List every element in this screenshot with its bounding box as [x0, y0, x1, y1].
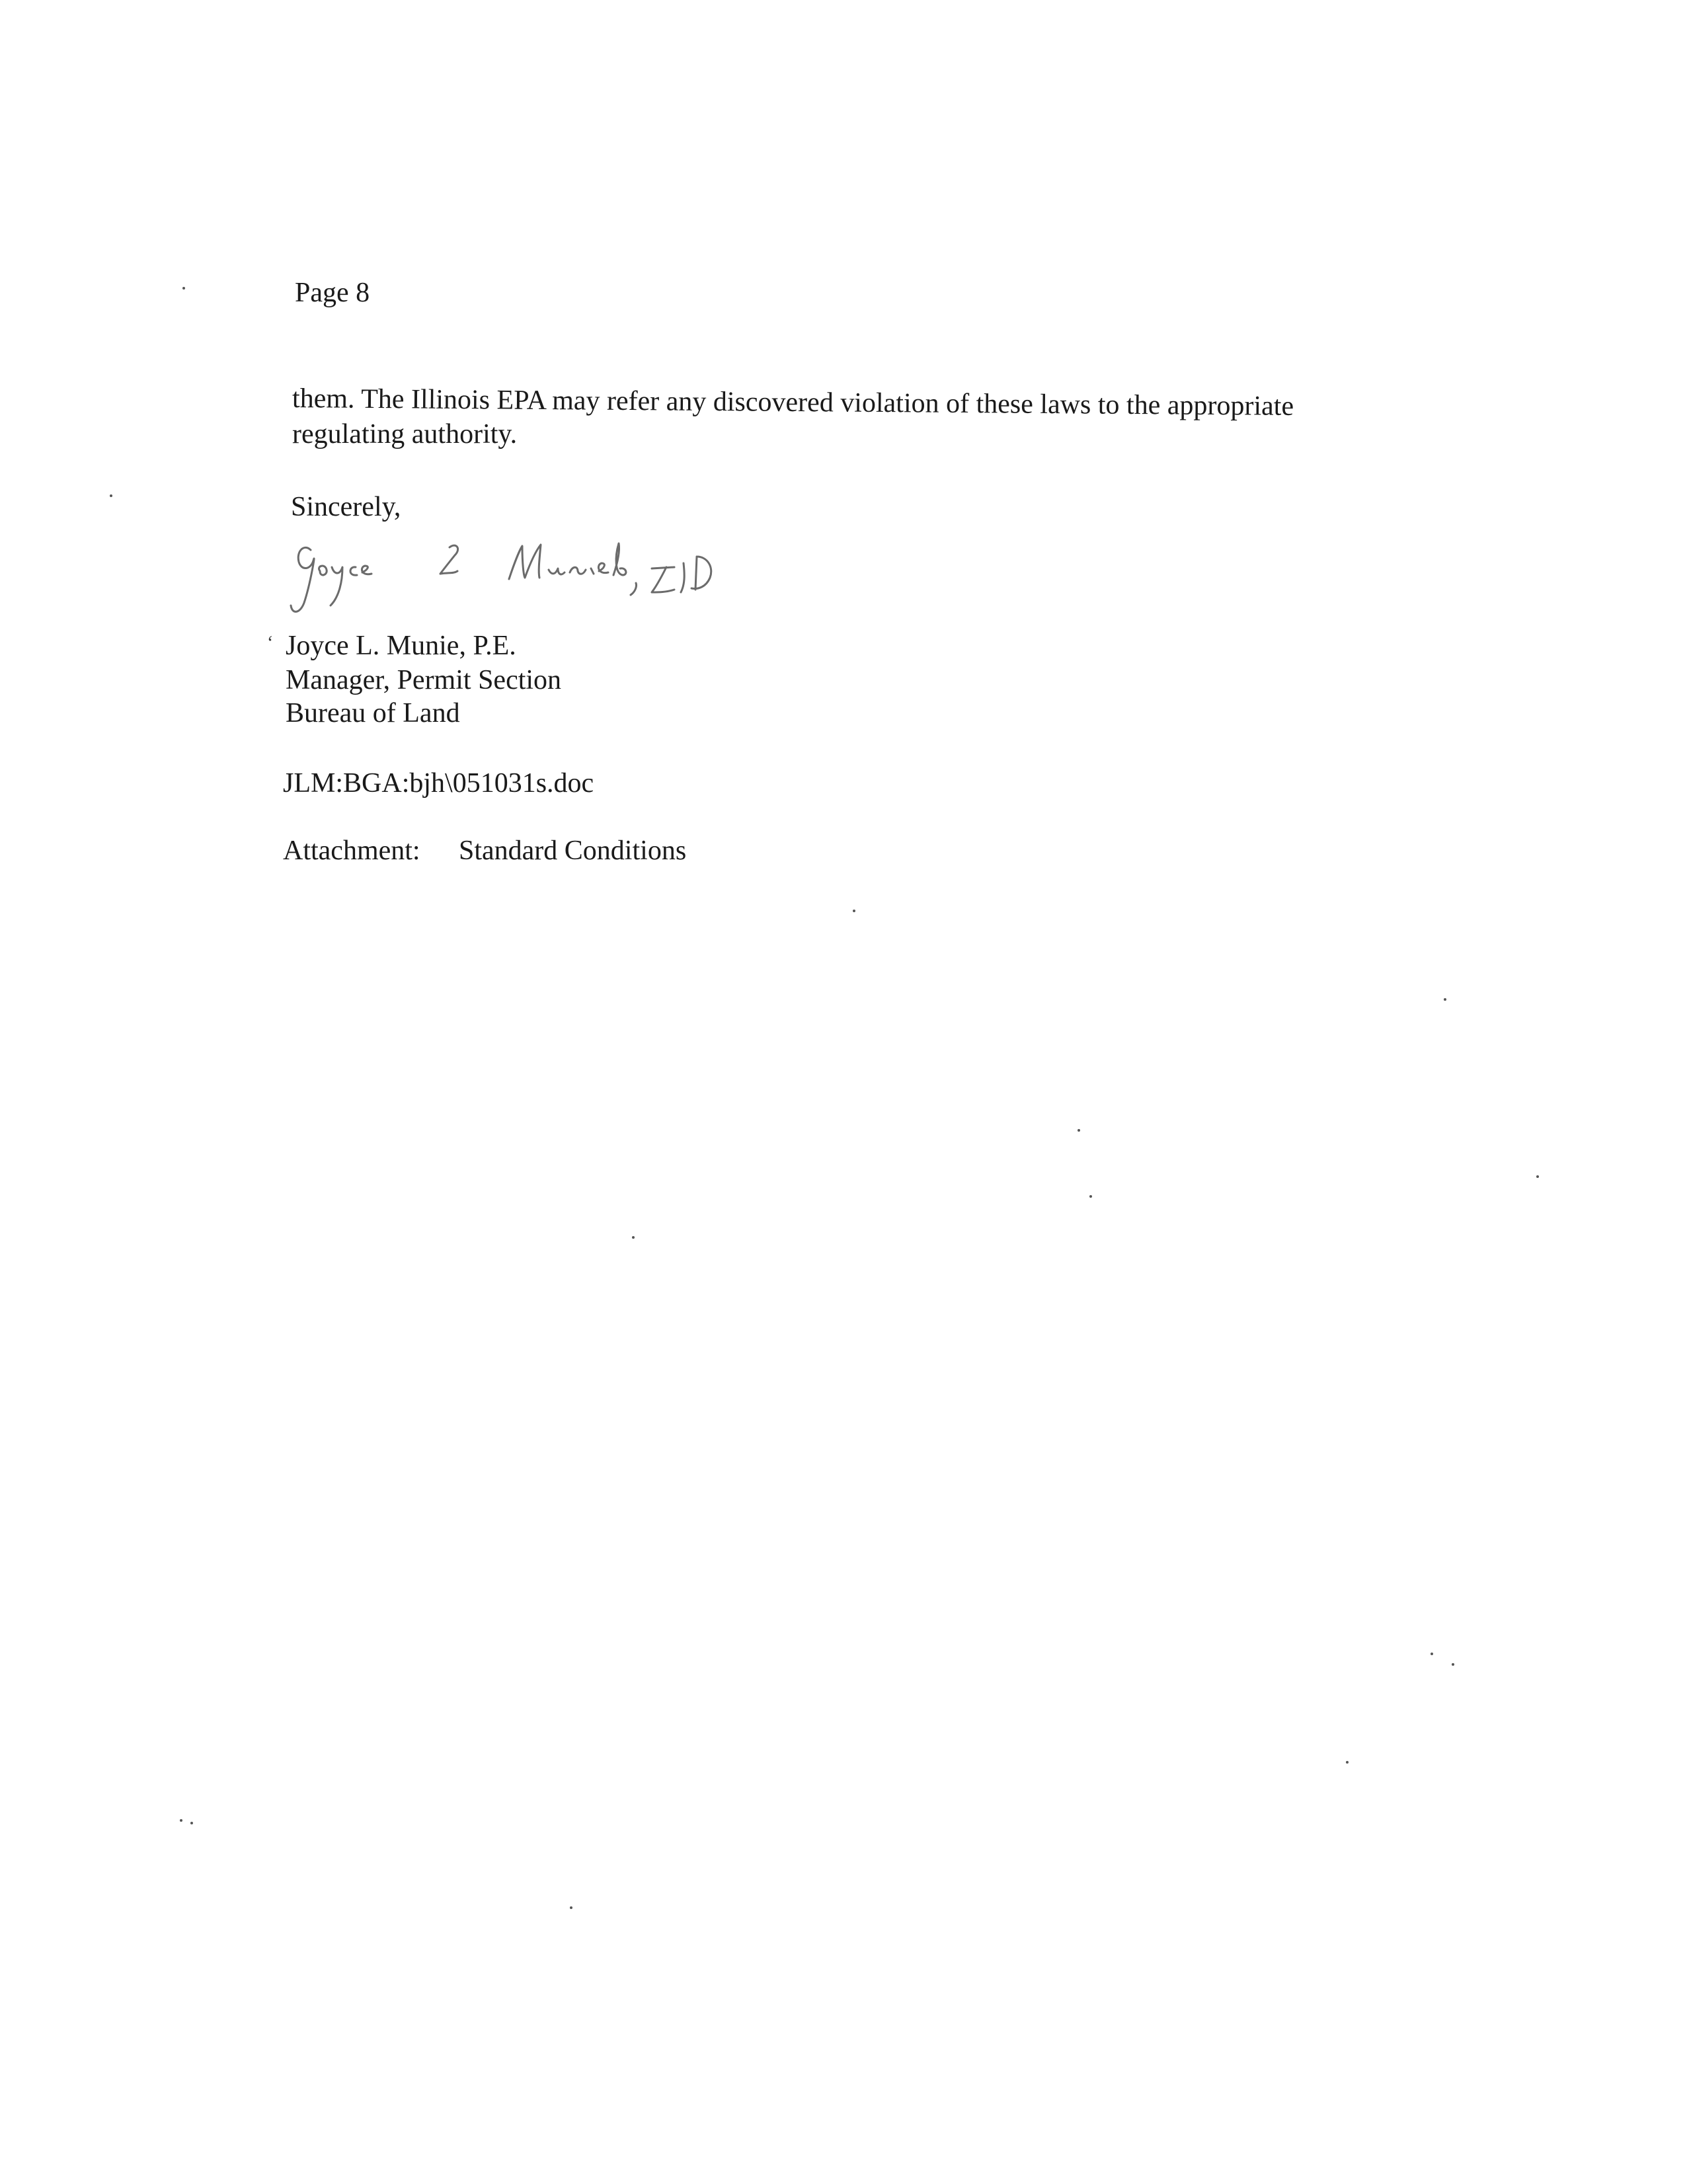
body-text-line: regulating authority. — [292, 419, 518, 449]
attachment-value: Standard Conditions — [459, 836, 687, 866]
signer-title: Manager, Permit Section — [286, 665, 562, 695]
scan-speck — [1452, 1663, 1454, 1666]
signer-name: Joyce L. Munie, P.E. — [286, 631, 516, 661]
scan-speck — [570, 1906, 572, 1909]
scan-speck — [110, 494, 112, 497]
scan-speck — [1444, 998, 1446, 1001]
reference-initials: JLM:BGA:bjh\051031s.doc — [283, 768, 594, 799]
scan-speck — [182, 287, 185, 290]
attachment-label: Attachment: — [283, 836, 420, 866]
page-number: Page 8 — [295, 278, 370, 308]
scan-speck — [1089, 1195, 1092, 1198]
scan-speck — [632, 1236, 635, 1239]
scan-speck — [1346, 1761, 1349, 1764]
scan-mark: ‘ — [267, 633, 274, 653]
body-text-line: them. The Illinois EPA may refer any discovered violation of these laws to the appropriate — [292, 383, 1294, 422]
scan-speck — [1536, 1175, 1539, 1178]
scan-speck — [190, 1822, 193, 1824]
scan-speck — [180, 1819, 182, 1822]
closing-salutation: Sincerely, — [291, 492, 401, 522]
scan-speck — [1431, 1653, 1433, 1655]
handwritten-signature — [284, 537, 800, 636]
scan-speck — [853, 910, 855, 912]
scan-speck — [1078, 1129, 1080, 1132]
signer-bureau: Bureau of Land — [286, 698, 460, 728]
